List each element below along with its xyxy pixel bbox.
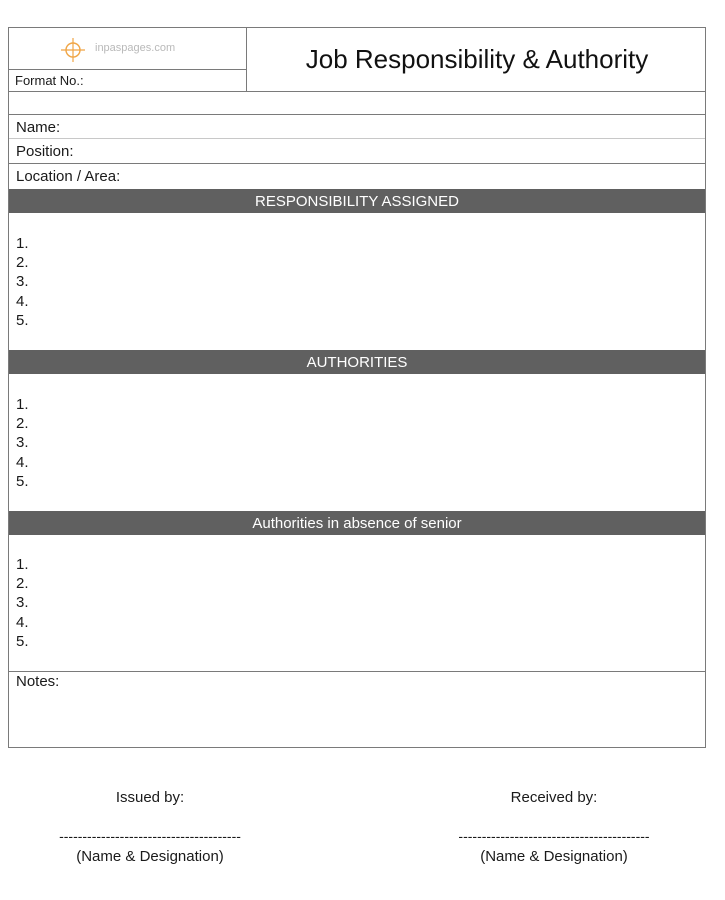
received-by-signature-line: ----------------------------------------- <box>458 828 650 844</box>
blank-row <box>9 91 705 115</box>
format-number-label: Format No.: <box>15 73 84 88</box>
location-label: Location / Area: <box>16 168 121 185</box>
page-title: Job Responsibility & Authority <box>305 44 649 74</box>
list-item: 3. <box>16 273 29 291</box>
list-item: 2. <box>16 575 29 593</box>
list-item: 5. <box>16 472 29 490</box>
list-item: 1. <box>16 396 29 413</box>
issued-by-signature-line: --------------------------------------- <box>59 828 241 844</box>
notes-label: Notes: <box>16 673 60 690</box>
location-field[interactable] <box>9 164 705 189</box>
form-header <box>9 28 705 92</box>
list-item: 5. <box>16 632 29 650</box>
list-item: 1. <box>16 556 29 573</box>
list-item: 3. <box>16 594 29 612</box>
logo-box <box>9 28 247 70</box>
name-field[interactable] <box>9 115 705 139</box>
crosshair-logo-icon <box>61 38 85 62</box>
issued-by-label: Issued by: <box>115 789 185 806</box>
issued-by-block <box>40 789 260 865</box>
issued-by-designation: (Name & Designation) <box>76 848 224 865</box>
absence-authorities-list <box>16 555 29 651</box>
logo-text: inpaspages.com <box>95 42 176 54</box>
received-by-block <box>437 789 671 865</box>
format-number-cell <box>9 70 247 91</box>
received-by-label: Received by: <box>510 789 598 806</box>
responsibility-list <box>16 234 29 330</box>
received-by-designation: (Name & Designation) <box>480 848 628 865</box>
job-responsibility-form <box>8 27 706 748</box>
notes-divider <box>9 671 705 672</box>
authorities-list <box>16 395 29 491</box>
section-header-absence-authorities: Authorities in absence of senior <box>9 511 705 535</box>
list-item: 4. <box>16 613 29 631</box>
position-label: Position: <box>16 143 74 160</box>
list-item: 2. <box>16 415 29 433</box>
section-header-authorities: AUTHORITIES <box>9 350 705 374</box>
list-item: 4. <box>16 453 29 471</box>
position-field[interactable] <box>9 139 705 164</box>
section-header-responsibility: RESPONSIBILITY ASSIGNED <box>9 189 705 213</box>
list-item: 2. <box>16 254 29 272</box>
name-label: Name: <box>16 119 61 136</box>
list-item: 4. <box>16 292 29 310</box>
list-item: 3. <box>16 434 29 452</box>
list-item: 1. <box>16 235 29 252</box>
list-item: 5. <box>16 311 29 329</box>
